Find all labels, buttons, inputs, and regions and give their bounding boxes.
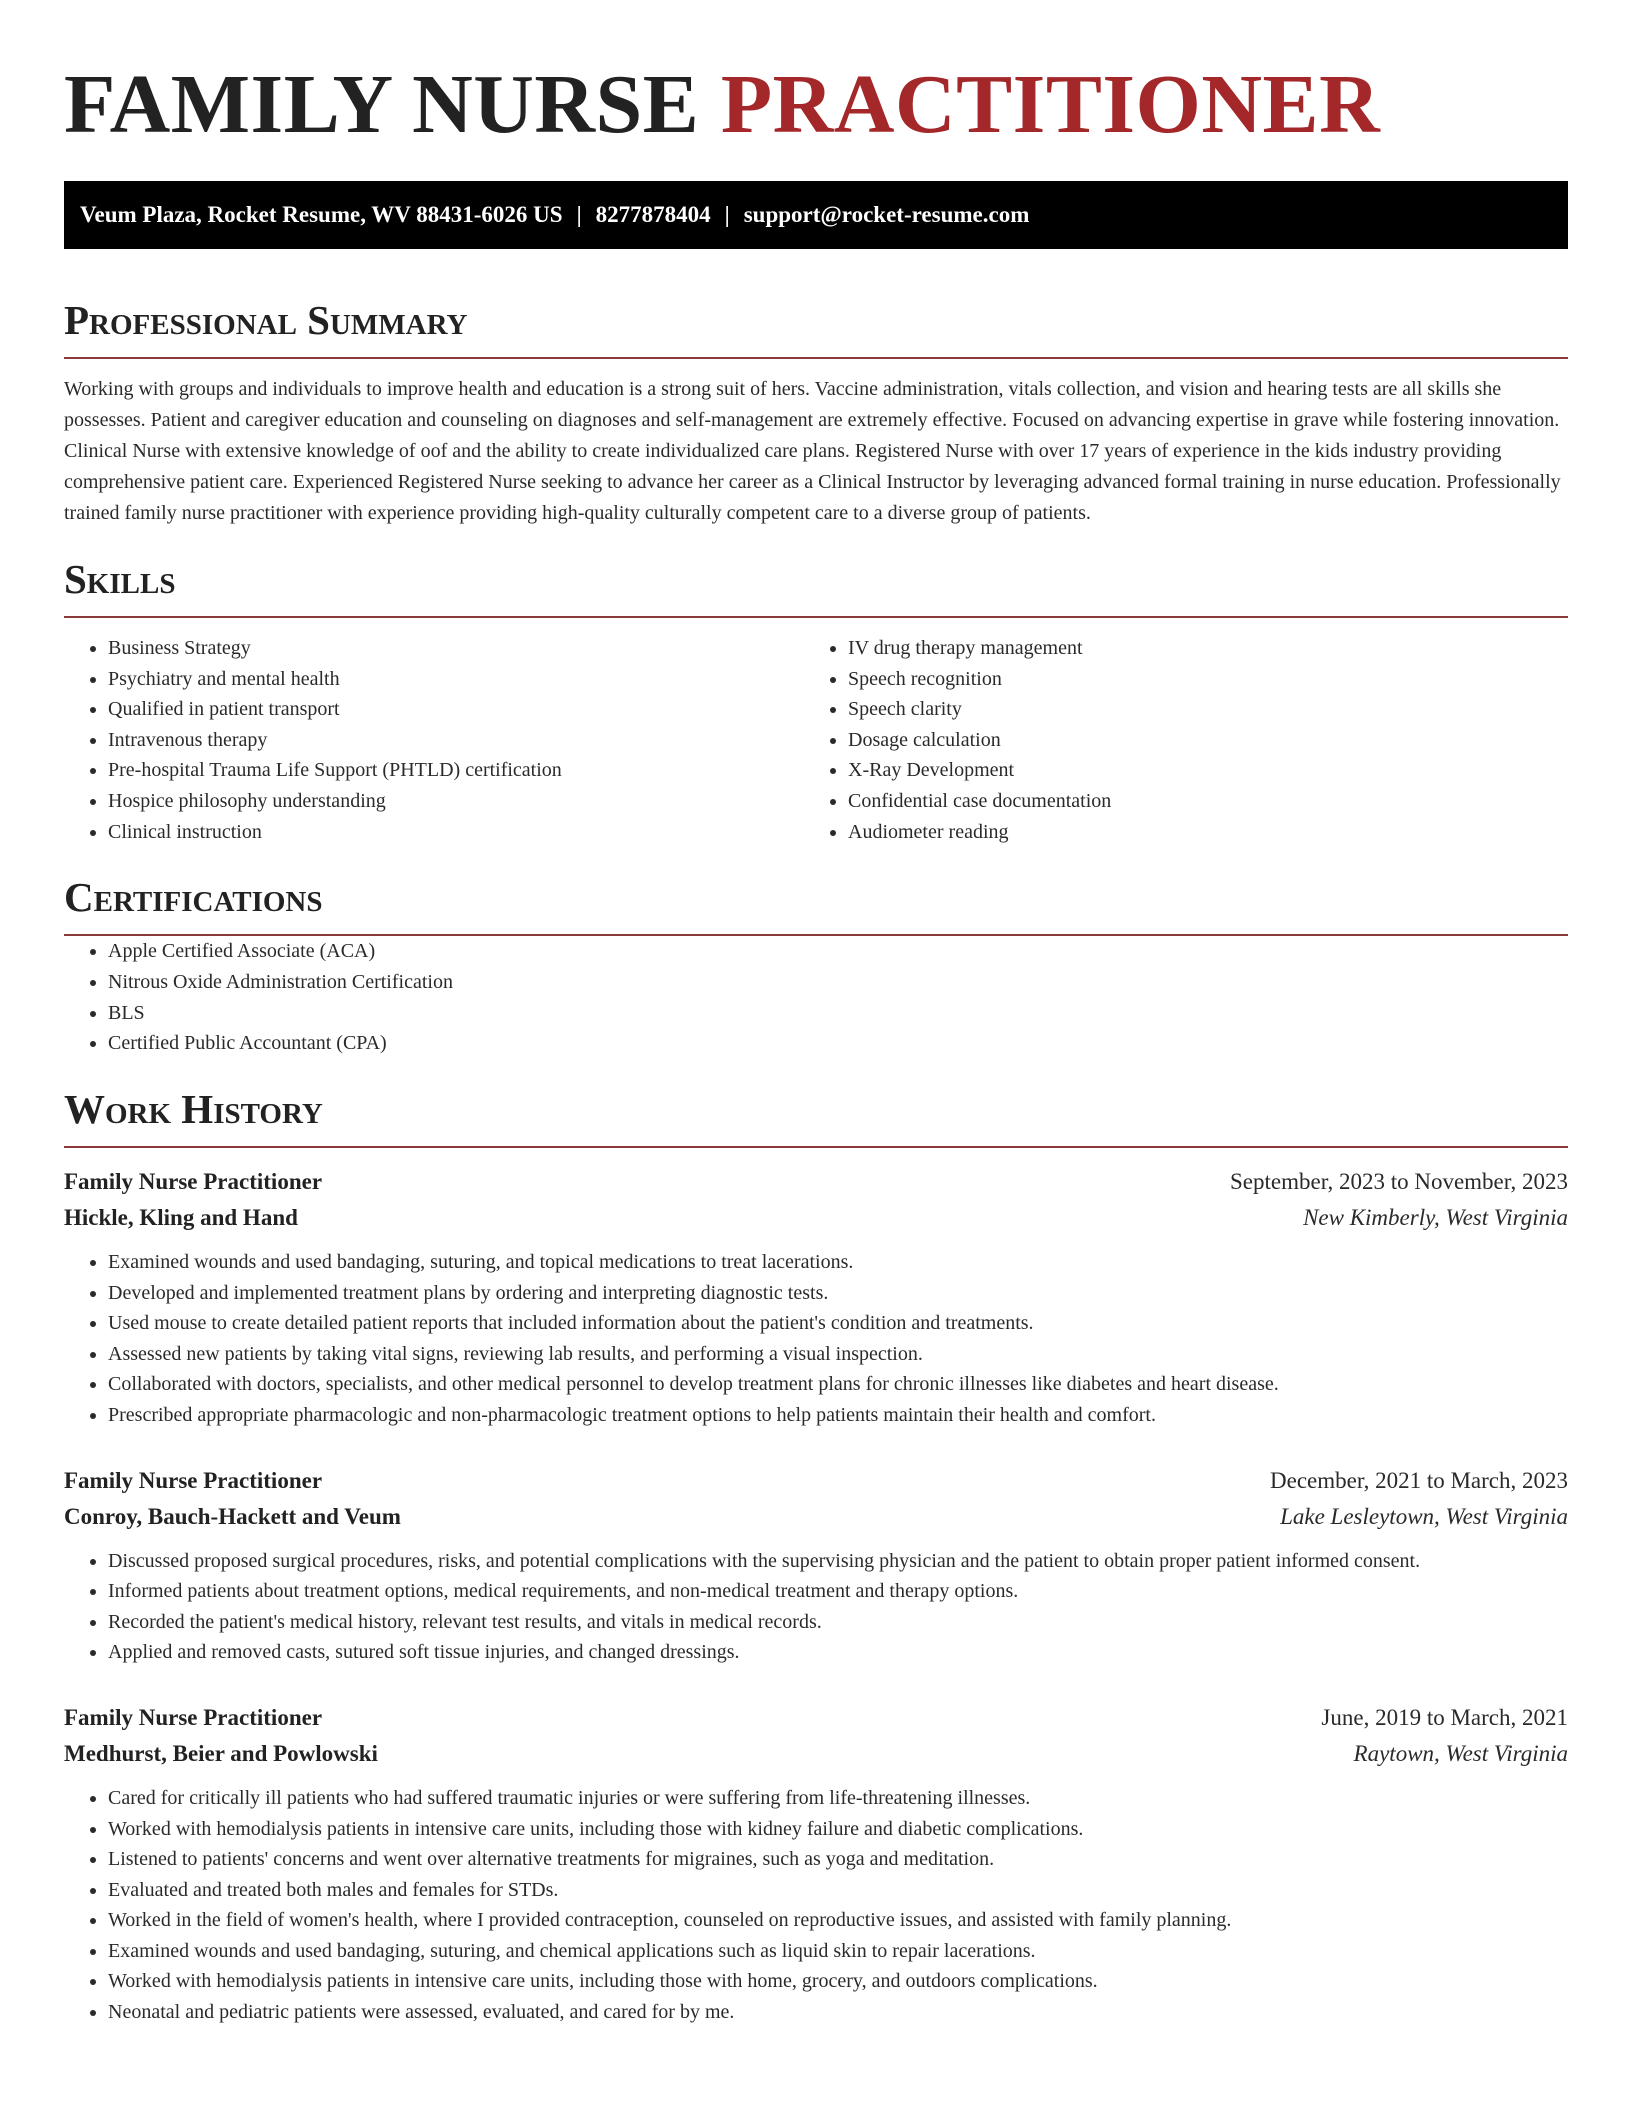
skills-grid	[64, 633, 1568, 847]
job-entry	[64, 1700, 1568, 2028]
section-divider	[64, 616, 1568, 618]
skill-item: • Pre-hospital Trauma Life Support (PHTLD) certification	[108, 755, 804, 786]
section-heading-skills: Skills	[64, 556, 176, 602]
skill-item: • Intravenous therapy	[108, 725, 804, 756]
skills-column-right	[804, 633, 1544, 847]
job-title: Family Nurse Practitioner	[64, 1704, 323, 1730]
job-entry	[64, 1463, 1568, 1668]
section-heading-certifications: Certifications	[64, 874, 323, 921]
skill-item: • Speech recognition	[848, 664, 1544, 695]
skills-list-left	[64, 633, 804, 847]
contact-separator: |	[724, 202, 730, 227]
contact-address: Veum Plaza, Rocket Resume, WV 88431-6026 US	[80, 202, 563, 227]
job-duty-item: • Discussed proposed surgical procedures, risks, and potential complications with the supervising physician and the patient to obtain proper patient informed consent.	[108, 1546, 1568, 1577]
certification-item: • BLS	[108, 998, 1568, 1029]
job-company: Hickle, Kling and Hand	[64, 1204, 298, 1230]
job-duty-item: • Assessed new patients by taking vital signs, reviewing lab results, and performing a visual inspection.	[108, 1339, 1568, 1370]
job-duty-item: • Applied and removed casts, sutured soft tissue injuries, and changed dressings.	[108, 1637, 1568, 1668]
job-duty-item: • Neonatal and pediatric patients were assessed, evaluated, and cared for by me.	[108, 1997, 1568, 2028]
job-title: Family Nurse Practitioner	[64, 1467, 323, 1493]
job-company-row	[64, 1499, 1568, 1535]
certification-item: • Nitrous Oxide Administration Certification	[108, 967, 1568, 998]
contact-bar	[64, 181, 1568, 249]
skill-item: • IV drug therapy management	[848, 633, 1544, 664]
job-header-row	[64, 1164, 1568, 1200]
skill-item: • X-Ray Development	[848, 755, 1544, 786]
job-company-row	[64, 1200, 1568, 1236]
job-duties-list	[64, 1546, 1568, 1668]
skill-item: • Speech clarity	[848, 694, 1544, 725]
job-dates: December, 2021 to March, 2023	[1270, 1467, 1568, 1493]
resume-title	[64, 60, 1568, 150]
job-duty-item: • Prescribed appropriate pharmacologic and non-pharmacologic treatment options to help patients maintain their health and comfort.	[108, 1400, 1568, 1431]
job-duty-item: • Recorded the patient's medical history, relevant test results, and vitals in medical records.	[108, 1607, 1568, 1638]
job-duties-list	[64, 1783, 1568, 2028]
section-divider	[64, 1146, 1568, 1148]
skill-item: • Audiometer reading	[848, 817, 1544, 848]
job-company: Conroy, Bauch-Hackett and Veum	[64, 1503, 401, 1529]
professional-summary-section	[64, 295, 1568, 529]
job-dates: June, 2019 to March, 2021	[1321, 1704, 1568, 1730]
job-duty-item: • Cared for critically ill patients who had suffered traumatic injuries or were suffering from life-threatening illnesses.	[108, 1783, 1568, 1814]
job-duty-item: • Collaborated with doctors, specialists, and other medical personnel to develop treatment plans for chronic illnesses like diabetes and heart disease.	[108, 1369, 1568, 1400]
job-duty-item: • Informed patients about treatment options, medical requirements, and non-medical treatment and therapy options.	[108, 1576, 1568, 1607]
section-divider	[64, 357, 1568, 359]
section-heading-summary: Professional Summary	[64, 297, 468, 343]
job-duty-item: • Worked in the field of women's health, where I provided contraception, counseled on reproductive issues, and assisted with family planning.	[108, 1905, 1568, 1936]
job-dates: September, 2023 to November, 2023	[1230, 1168, 1568, 1194]
job-duties-list	[64, 1247, 1568, 1431]
work-history-section	[64, 1084, 1568, 2028]
job-location: Lake Lesleytown, West Virginia	[1280, 1503, 1568, 1529]
job-duty-item: • Examined wounds and used bandaging, suturing, and topical medications to treat lacerations.	[108, 1247, 1568, 1278]
job-title: Family Nurse Practitioner	[64, 1168, 323, 1194]
contact-phone[interactable]: 8277878404	[595, 202, 711, 227]
skill-item: • Confidential case documentation	[848, 786, 1544, 817]
section-heading-work-history: Work History	[64, 1085, 323, 1132]
summary-text: Working with groups and individuals to improve health and education is a strong suit of hers. Vaccine administration, vitals collection, and vision and hearing tests are all skills she possesses. Patient and caregiver education and counseling on diagnoses and self-management are extremely effective. Focused on advancing expertise in grave while fostering innovation. Clinical Nurse with extensive knowledge of oof and the ability to create individualized care plans. Registered Nurse with over 17 years of experience in the kids industry providing comprehensive patient care. Experienced Registered Nurse seeking to advance her career as a Clinical Instructor by leveraging advanced formal training in nurse education. Professionally trained family nurse practitioner with experience providing high-quality culturally competent care to a diverse group of patients.	[64, 378, 1561, 524]
skill-item: • Qualified in patient transport	[108, 694, 804, 725]
skills-column-left	[64, 633, 804, 847]
job-header-row	[64, 1700, 1568, 1736]
skills-list-right	[804, 633, 1544, 847]
job-duty-item: • Developed and implemented treatment plans by ordering and interpreting diagnostic tests.	[108, 1278, 1568, 1309]
job-location: Raytown, West Virginia	[1353, 1740, 1568, 1766]
job-header-row	[64, 1463, 1568, 1499]
title-main: FAMILY NURSE	[64, 58, 721, 151]
job-location: New Kimberly, West Virginia	[1303, 1204, 1568, 1230]
title-accent: PRACTITIONER	[720, 58, 1381, 151]
job-company: Medhurst, Beier and Powlowski	[64, 1740, 378, 1766]
skills-section	[64, 554, 1568, 847]
skill-item: • Business Strategy	[108, 633, 804, 664]
skill-item: • Clinical instruction	[108, 817, 804, 848]
skill-item: • Psychiatry and mental health	[108, 664, 804, 695]
certifications-list	[64, 936, 1568, 1059]
job-entry	[64, 1164, 1568, 1431]
job-duty-item: • Worked with hemodialysis patients in intensive care units, including those with home, grocery, and outdoors complications.	[108, 1966, 1568, 1997]
job-duty-item: • Examined wounds and used bandaging, suturing, and chemical applications such as liquid skin to repair lacerations.	[108, 1936, 1568, 1967]
job-duty-item: • Evaluated and treated both males and females for STDs.	[108, 1875, 1568, 1906]
certifications-section	[64, 872, 1568, 1059]
contact-separator: |	[576, 202, 582, 227]
job-duty-item: • Used mouse to create detailed patient reports that included information about the patient's condition and treatments.	[108, 1308, 1568, 1339]
certification-item: • Certified Public Accountant (CPA)	[108, 1028, 1568, 1059]
job-duty-item: • Listened to patients' concerns and went over alternative treatments for migraines, such as yoga and meditation.	[108, 1844, 1568, 1875]
skill-item: • Dosage calculation	[848, 725, 1544, 756]
certification-item: • Apple Certified Associate (ACA)	[108, 936, 1568, 967]
job-duty-item: • Worked with hemodialysis patients in intensive care units, including those with kidney failure and diabetic complications.	[108, 1814, 1568, 1845]
skill-item: • Hospice philosophy understanding	[108, 786, 804, 817]
job-company-row	[64, 1736, 1568, 1772]
contact-email[interactable]: support@rocket-resume.com	[743, 202, 1030, 227]
